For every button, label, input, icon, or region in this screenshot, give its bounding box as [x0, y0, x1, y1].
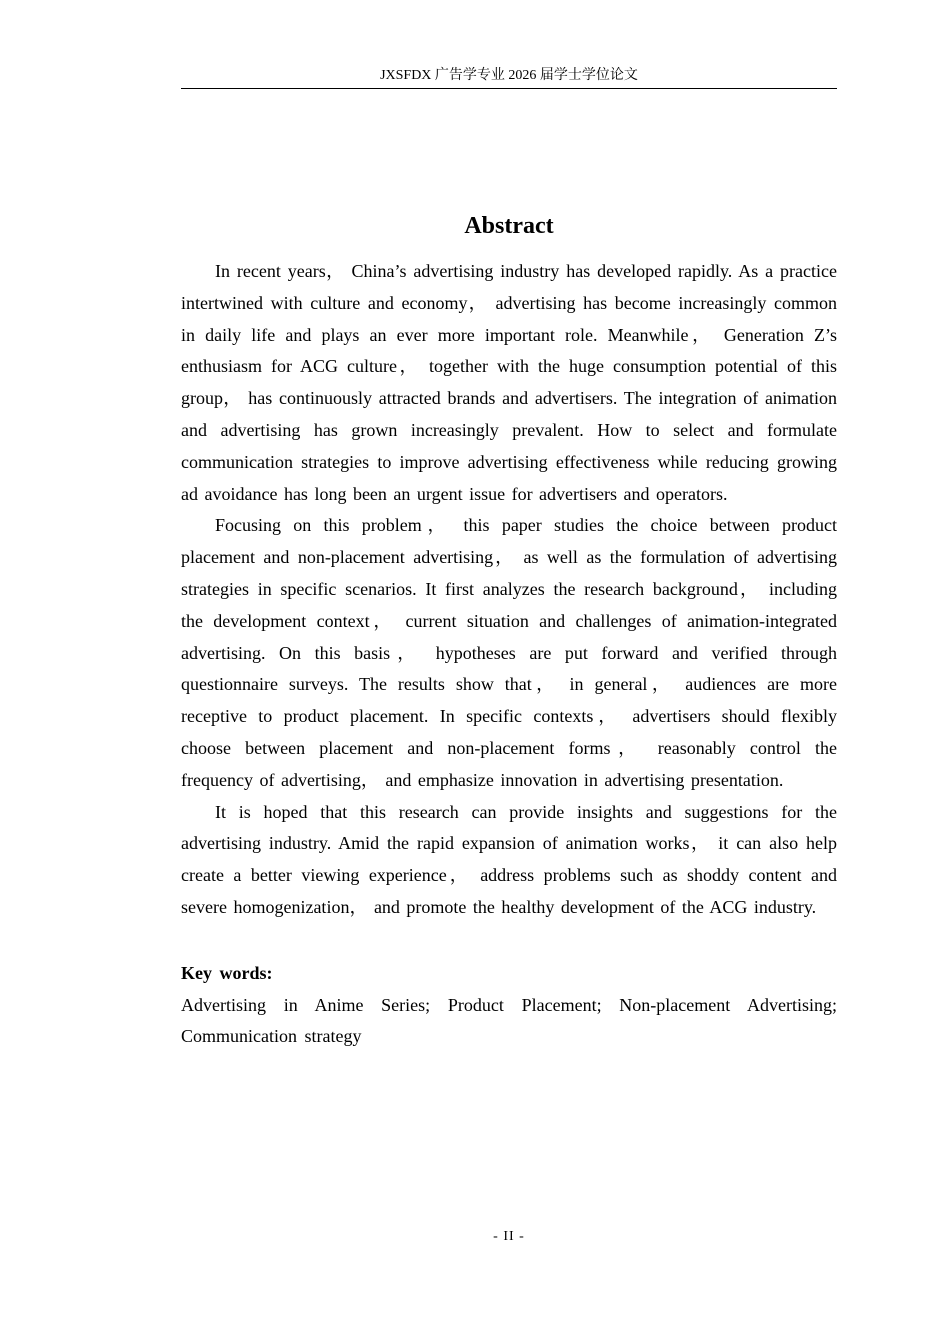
- abstract-paragraph-2: Focusing on this problem， this paper studies the choice between product placement and non-placement advertising， as well as the formulation of advertising strategies in specific scenarios. It first analyzes the research background， including the development context， current situation and challenges of animation-integrated advertising. On this basis， hypotheses are put forward and verified through questionnaire surveys. The results show that， in general， audiences are more receptive to product placement. In specific contexts， advertisers should flexibly choose between placement and non-placement forms， reasonably control the frequency of advertising， and emphasize innovation in advertising presentation.: [181, 515, 837, 790]
- abstract-section: [181, 210, 837, 1053]
- abstract-paragraph-1: In recent years， China’s advertising industry has developed rapidly. As a practice intertwined with culture and economy， advertising has become increasingly common in daily life and plays an ever more important role. Meanwhile， Generation Z’s enthusiasm for ACG culture， together with the huge consumption potential of this group， has continuously attracted brands and advertisers. The integration of animation and advertising has grown increasingly prevalent. How to select and formulate communication strategies to improve advertising effectiveness while reducing growing ad avoidance has long been an urgent issue for advertisers and operators.: [181, 261, 837, 504]
- abstract-title: Abstract: [464, 213, 554, 239]
- page-number: - II -: [493, 1229, 525, 1244]
- keywords-heading: Key words:: [181, 962, 273, 983]
- running-header: [181, 66, 837, 89]
- header-title: JXSFDX 广告学专业 2026 届学士学位论文: [380, 68, 638, 83]
- keywords-list: Advertising in Anime Series; Product Placement; Non-placement Advertising; Communication strategy: [181, 994, 837, 1047]
- abstract-paragraph-3: It is hoped that this research can provide insights and suggestions for the advertising industry. Amid the rapid expansion of animation works， it can also help create a better viewing experience， address problems such as shoddy content and severe homogenization， and promote the healthy development of the ACG industry.: [181, 801, 837, 917]
